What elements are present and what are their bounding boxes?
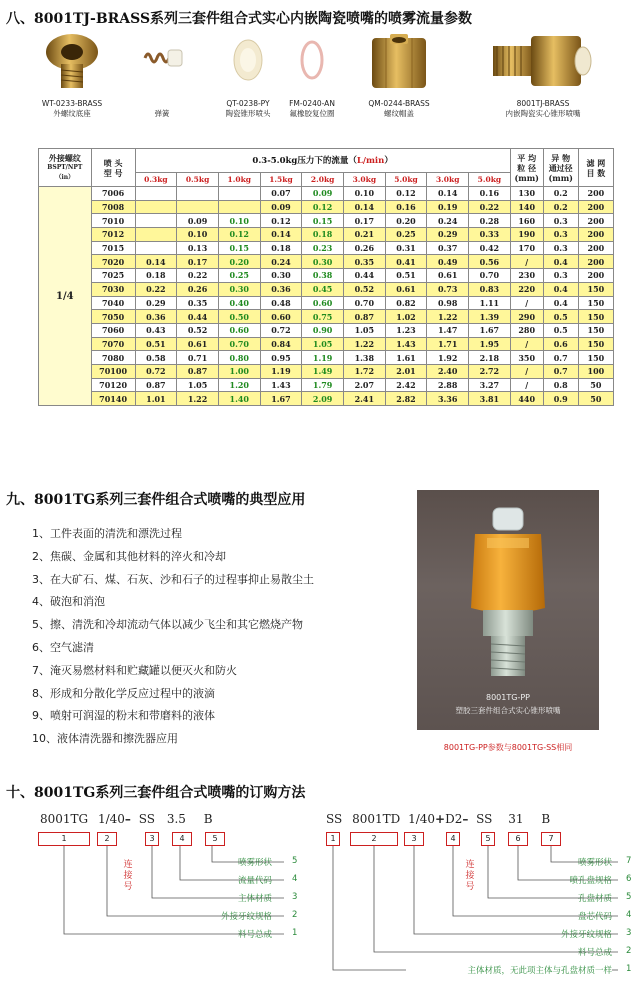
table-cell: 0.42	[469, 241, 511, 255]
table-cell: 0.37	[427, 241, 469, 255]
table-cell: 0.3	[543, 214, 578, 228]
table-cell: 0.09	[260, 200, 302, 214]
table-cell: 0.2	[543, 187, 578, 201]
pressure-header: 1.5kg	[260, 173, 302, 187]
table-cell: 350	[510, 351, 543, 365]
table-cell: 0.4	[543, 282, 578, 296]
table-cell: 0.16	[469, 187, 511, 201]
order1-box: 2	[97, 832, 117, 846]
table-cell: 0.19	[427, 200, 469, 214]
product-assembly: 8001TJ-BRASS 内嵌陶瓷实心锥形喷嘴	[478, 30, 608, 119]
table-cell: 200	[578, 255, 613, 269]
order1-connector: 连接号	[123, 860, 133, 892]
product-photo: 8001TG-PP 塑胶三套件组合式实心锥形喷嘴	[417, 490, 599, 730]
table-cell: 1.22	[427, 310, 469, 324]
table-cell: 0.82	[385, 296, 427, 310]
table-cell: 200	[578, 214, 613, 228]
table-cell: 0.7	[543, 364, 578, 378]
table-cell: 0.15	[218, 241, 260, 255]
table-cell: 0.72	[135, 364, 177, 378]
table-cell: 0.70	[218, 337, 260, 351]
table-cell: 0.07	[260, 187, 302, 201]
table-cell: 0.14	[343, 200, 385, 214]
table-cell: 0.14	[260, 228, 302, 242]
order2-connector: 连接号	[465, 860, 475, 892]
thread-size-cell: 1/4	[39, 187, 92, 406]
nozzle-model-cell: 7012	[91, 228, 135, 242]
table-cell: 1.40	[218, 392, 260, 406]
table-cell: 0.24	[260, 255, 302, 269]
order1-label: 喷雾形状	[237, 858, 272, 868]
table-cell: 0.45	[302, 282, 344, 296]
table-cell: 2.72	[469, 364, 511, 378]
table-cell: 0.22	[135, 282, 177, 296]
table-cell: 0.13	[177, 241, 219, 255]
table-cell: 0.3	[543, 241, 578, 255]
table-cell: 2.40	[427, 364, 469, 378]
table-cell: 3.81	[469, 392, 511, 406]
list-item: 4、破泡和消泡	[32, 595, 105, 609]
pressure-header: 0.3kg	[135, 173, 177, 187]
table-cell: 1.43	[385, 337, 427, 351]
table-cell: 140	[510, 200, 543, 214]
table-cell: 0.50	[218, 310, 260, 324]
table-cell: 1.23	[385, 323, 427, 337]
table-cell: 0.28	[469, 214, 511, 228]
order2-box: 6	[508, 832, 528, 846]
table-cell: 0.75	[302, 310, 344, 324]
table-cell: 0.18	[302, 228, 344, 242]
nozzle-model-cell: 7015	[91, 241, 135, 255]
table-cell: 2.07	[343, 378, 385, 392]
table-cell: 0.17	[177, 255, 219, 269]
table-cell: 0.58	[135, 351, 177, 365]
pressure-header: 5.0kg	[385, 173, 427, 187]
table-cell: 150	[578, 310, 613, 324]
table-cell: 170	[510, 241, 543, 255]
table-cell: 150	[578, 282, 613, 296]
table-cell: 230	[510, 269, 543, 283]
table-cell: 0.17	[343, 214, 385, 228]
table-cell: 1.22	[177, 392, 219, 406]
nozzle-model-cell: 70100	[91, 364, 135, 378]
table-cell: 1.22	[343, 337, 385, 351]
table-cell: 0.29	[427, 228, 469, 242]
nozzle-model-cell: 7006	[91, 187, 135, 201]
table-cell: 0.14	[135, 255, 177, 269]
order2-label: 孔盘材质	[577, 894, 612, 904]
order2-box: 2	[350, 832, 398, 846]
table-cell: 290	[510, 310, 543, 324]
order2-label: 喷雾形状	[577, 858, 612, 868]
table-cell: 0.8	[543, 378, 578, 392]
table-cell: 280	[510, 323, 543, 337]
table-cell: 0.4	[543, 296, 578, 310]
pressure-header: 1.0kg	[218, 173, 260, 187]
table-cell: 0.14	[427, 187, 469, 201]
table-cell: 0.43	[135, 323, 177, 337]
nozzle-model-cell: 7070	[91, 337, 135, 351]
table-cell: 2.88	[427, 378, 469, 392]
table-cell: 1.92	[427, 351, 469, 365]
pressure-header: 5.0kg	[469, 173, 511, 187]
table-cell: 0.09	[177, 214, 219, 228]
order2-box: 4	[446, 832, 460, 846]
list-item: 1、工件表面的清洗和漂洗过程	[32, 527, 182, 540]
table-cell: 1.11	[469, 296, 511, 310]
table-cell: 0.5	[543, 323, 578, 337]
table-cell: 0.60	[302, 296, 344, 310]
table-cell: 0.12	[302, 200, 344, 214]
photo-note: 8001TG-PP参数与8001TG-SS相同	[443, 743, 573, 752]
order1-box: 4	[172, 832, 192, 846]
table-cell: 0.70	[469, 269, 511, 283]
list-item: 8、形成和分散化学反应过程中的液滴	[32, 686, 215, 700]
table-cell: 0.20	[218, 255, 260, 269]
table-cell: 0.3	[543, 228, 578, 242]
table-cell: 0.30	[260, 269, 302, 283]
table-cell: 0.61	[385, 282, 427, 296]
table-cell: 1.72	[343, 364, 385, 378]
table-cell: 0.31	[385, 241, 427, 255]
table-cell: 1.01	[135, 392, 177, 406]
table-cell: 0.41	[385, 255, 427, 269]
table-cell: 0.60	[218, 323, 260, 337]
table-cell: 0.10	[218, 214, 260, 228]
table-cell: 1.05	[343, 323, 385, 337]
table-cell: 0.9	[543, 392, 578, 406]
header-avg-droplet: 平 均 粒 径 (mm)	[510, 149, 543, 187]
list-item: 5、擦、清洗和冷却流动气体以减少飞尘和其它燃烧产物	[32, 618, 303, 632]
table-cell: 3.36	[427, 392, 469, 406]
order2-label: 外接牙纹规格	[560, 930, 612, 940]
product-oring: FM-0240-AN 氟橡胶复位圈	[282, 30, 342, 119]
list-item: 2、焦碳、金属和其他材料的淬火和冷却	[32, 549, 226, 563]
table-cell: 0.15	[302, 214, 344, 228]
table-cell: 2.82	[385, 392, 427, 406]
order1-box: 3	[145, 832, 159, 846]
table-cell: 100	[578, 364, 613, 378]
table-cell: 0.10	[177, 228, 219, 242]
table-cell: 0.60	[260, 310, 302, 324]
table-cell: 1.38	[343, 351, 385, 365]
table-cell: 50	[578, 392, 613, 406]
product-base: WT-0233-BRASS 外螺纹底座	[32, 30, 112, 119]
table-cell: 0.80	[218, 351, 260, 365]
table-cell: 2.42	[385, 378, 427, 392]
table-cell: 0.61	[177, 337, 219, 351]
table-cell: 440	[510, 392, 543, 406]
table-cell: 1.49	[302, 364, 344, 378]
order1-code: 8001TG 1/40– SS 3.5 B	[40, 812, 213, 826]
order2-code: SS 8001TD 1/40+D2– SS 31 B	[326, 812, 551, 826]
table-cell: 190	[510, 228, 543, 242]
table-cell: 0.20	[385, 214, 427, 228]
table-cell: 2.41	[343, 392, 385, 406]
table-cell: 0.12	[218, 228, 260, 242]
table-cell: 0.18	[260, 241, 302, 255]
table-cell: 1.20	[218, 378, 260, 392]
order1-label: 流量代码	[237, 876, 272, 886]
table-cell: 0.44	[177, 310, 219, 324]
product-ceramic-head: QT-0238-PY 陶瓷锥形喷头	[218, 30, 278, 119]
table-cell: 160	[510, 214, 543, 228]
table-cell: 200	[578, 200, 613, 214]
table-cell: 150	[578, 323, 613, 337]
table-cell: 0.48	[260, 296, 302, 310]
product-cap: QM-0244-BRASS 螺纹帽盖	[356, 30, 442, 119]
table-cell: 1.95	[469, 337, 511, 351]
table-cell: 0.56	[469, 255, 511, 269]
table-cell: 1.39	[469, 310, 511, 324]
list-item: 7、淹灭易燃材料和贮藏罐以便灭火和防火	[32, 663, 237, 677]
table-cell: /	[510, 378, 543, 392]
pressure-header: 2.0kg	[302, 173, 344, 187]
table-cell: 0.29	[135, 296, 177, 310]
nozzle-model-cell: 7050	[91, 310, 135, 324]
table-cell: 0.40	[218, 296, 260, 310]
table-cell: 0.09	[302, 187, 344, 201]
table-cell: 0.21	[343, 228, 385, 242]
table-cell: 0.83	[469, 282, 511, 296]
section-8-title: 八、8001TJ-BRASS系列三套件组合式实心内嵌陶瓷喷嘴的喷雾流量参数	[6, 11, 473, 27]
table-cell: 200	[578, 269, 613, 283]
table-cell: 0.23	[302, 241, 344, 255]
table-cell: 200	[578, 187, 613, 201]
table-cell: 0.36	[135, 310, 177, 324]
table-cell: 0.16	[385, 200, 427, 214]
order2-box: 7	[541, 832, 561, 846]
table-cell: 1.79	[302, 378, 344, 392]
table-cell: 1.00	[218, 364, 260, 378]
order2-box: 5	[481, 832, 495, 846]
list-item: 3、在大矿石、煤、石灰、沙和石子的过程事抑止易散尘土	[32, 572, 314, 586]
table-cell: 150	[578, 337, 613, 351]
table-cell: 0.25	[218, 269, 260, 283]
table-cell: 0.6	[543, 337, 578, 351]
list-item: 6、空气滤清	[32, 640, 94, 654]
order1-box: 1	[38, 832, 90, 846]
header-flow-caption: 0.3-5.0kg压力下的流量（L/min）	[135, 149, 510, 173]
table-cell: 0.90	[302, 323, 344, 337]
section-10-title: 十、8001TG系列三套件组合式喷嘴的订购方法	[6, 785, 306, 801]
table-cell: /	[510, 255, 543, 269]
order2-label: 喷孔盘规格	[569, 876, 612, 886]
table-cell: 0.72	[260, 323, 302, 337]
table-cell: 0.87	[177, 364, 219, 378]
table-cell: 0.26	[177, 282, 219, 296]
pressure-header: 0.5kg	[177, 173, 219, 187]
order2-box: 3	[404, 832, 424, 846]
table-cell: 1.05	[177, 378, 219, 392]
table-cell: 0.84	[260, 337, 302, 351]
table-cell: 0.12	[385, 187, 427, 201]
table-cell: 0.2	[543, 200, 578, 214]
table-cell: 1.71	[427, 337, 469, 351]
table-cell: 0.87	[135, 378, 177, 392]
table-cell: /	[510, 337, 543, 351]
order2-box: 1	[326, 832, 340, 846]
table-cell: 0.25	[385, 228, 427, 242]
header-mesh: 滤 网 目 数	[578, 149, 613, 187]
table-cell: 0.87	[343, 310, 385, 324]
table-cell: 130	[510, 187, 543, 201]
table-cell: 0.10	[343, 187, 385, 201]
table-cell: 0.35	[343, 255, 385, 269]
table-cell: 0.52	[343, 282, 385, 296]
header-nozzle-model: 喷 头 型 号	[91, 149, 135, 187]
table-cell: 0.35	[177, 296, 219, 310]
header-thread: 外接螺纹 BSPT/NPT （in）	[39, 149, 92, 187]
nozzle-model-cell: 7010	[91, 214, 135, 228]
table-cell: 2.01	[385, 364, 427, 378]
table-cell: 0.7	[543, 351, 578, 365]
table-cell: 1.19	[260, 364, 302, 378]
table-cell: 0.24	[427, 214, 469, 228]
table-cell: 0.5	[543, 310, 578, 324]
table-cell: 1.47	[427, 323, 469, 337]
table-cell: 0.49	[427, 255, 469, 269]
table-cell: 1.05	[302, 337, 344, 351]
table-cell: 150	[578, 351, 613, 365]
table-cell: 0.4	[543, 255, 578, 269]
table-cell: 0.44	[343, 269, 385, 283]
table-cell: 0.36	[260, 282, 302, 296]
table-cell: 0.70	[343, 296, 385, 310]
table-cell: 0.22	[177, 269, 219, 283]
header-free-passage: 异 物 通过径 (mm)	[543, 149, 578, 187]
table-cell: 1.02	[385, 310, 427, 324]
nozzle-model-cell: 7040	[91, 296, 135, 310]
order1-box: 5	[205, 832, 225, 846]
nozzle-model-cell: 7025	[91, 269, 135, 283]
table-cell: 0.73	[427, 282, 469, 296]
nozzle-model-cell: 70140	[91, 392, 135, 406]
pressure-header: 3.0kg	[427, 173, 469, 187]
order2-label: 料号总成	[577, 948, 612, 958]
table-cell: 0.95	[260, 351, 302, 365]
table-cell: 0.30	[218, 282, 260, 296]
list-item: 9、喷射可润湿的粉末和带磨料的液体	[32, 709, 215, 723]
table-cell: 1.67	[469, 323, 511, 337]
table-cell: 0.3	[543, 269, 578, 283]
order1-label: 外接牙纹规格	[220, 912, 272, 922]
table-cell: 0.26	[343, 241, 385, 255]
nozzle-model-cell: 7060	[91, 323, 135, 337]
table-cell: 2.09	[302, 392, 344, 406]
nozzle-model-cell: 7080	[91, 351, 135, 365]
order2-label: 主体材质，无此项主体与孔盘材质一样	[467, 966, 612, 976]
table-cell: 0.33	[469, 228, 511, 242]
nozzle-model-cell: 70120	[91, 378, 135, 392]
table-cell: 0.98	[427, 296, 469, 310]
table-cell: 0.30	[302, 255, 344, 269]
list-item: 10、液体清洗器和擦洗器应用	[32, 732, 178, 746]
section-9-title: 九、8001TG系列三套件组合式喷嘴的典型应用	[6, 492, 306, 508]
table-cell: 0.61	[427, 269, 469, 283]
table-cell: 0.51	[135, 337, 177, 351]
table-cell: 220	[510, 282, 543, 296]
table-cell: 150	[578, 296, 613, 310]
product-spring: 弹簧	[137, 30, 187, 119]
nozzle-model-cell: 7020	[91, 255, 135, 269]
table-cell: 0.51	[385, 269, 427, 283]
nozzle-model-cell: 7008	[91, 200, 135, 214]
table-cell: 2.18	[469, 351, 511, 365]
order2-label: 盘芯代码	[577, 912, 612, 922]
table-cell: 1.61	[385, 351, 427, 365]
table-cell: 0.18	[135, 269, 177, 283]
order1-label: 主体材质	[237, 894, 272, 904]
table-cell: 0.38	[302, 269, 344, 283]
table-cell: 1.19	[302, 351, 344, 365]
nozzle-model-cell: 7030	[91, 282, 135, 296]
table-cell: 0.22	[469, 200, 511, 214]
table-cell: /	[510, 364, 543, 378]
table-cell: 200	[578, 241, 613, 255]
pressure-header: 3.0kg	[343, 173, 385, 187]
table-cell: 0.12	[260, 214, 302, 228]
table-cell: 3.27	[469, 378, 511, 392]
table-cell: /	[510, 296, 543, 310]
order1-label: 料号总成	[237, 930, 272, 940]
table-cell: 0.52	[177, 323, 219, 337]
table-cell: 200	[578, 228, 613, 242]
table-cell: 0.71	[177, 351, 219, 365]
table-cell: 50	[578, 378, 613, 392]
table-cell: 1.43	[260, 378, 302, 392]
table-cell: 1.67	[260, 392, 302, 406]
